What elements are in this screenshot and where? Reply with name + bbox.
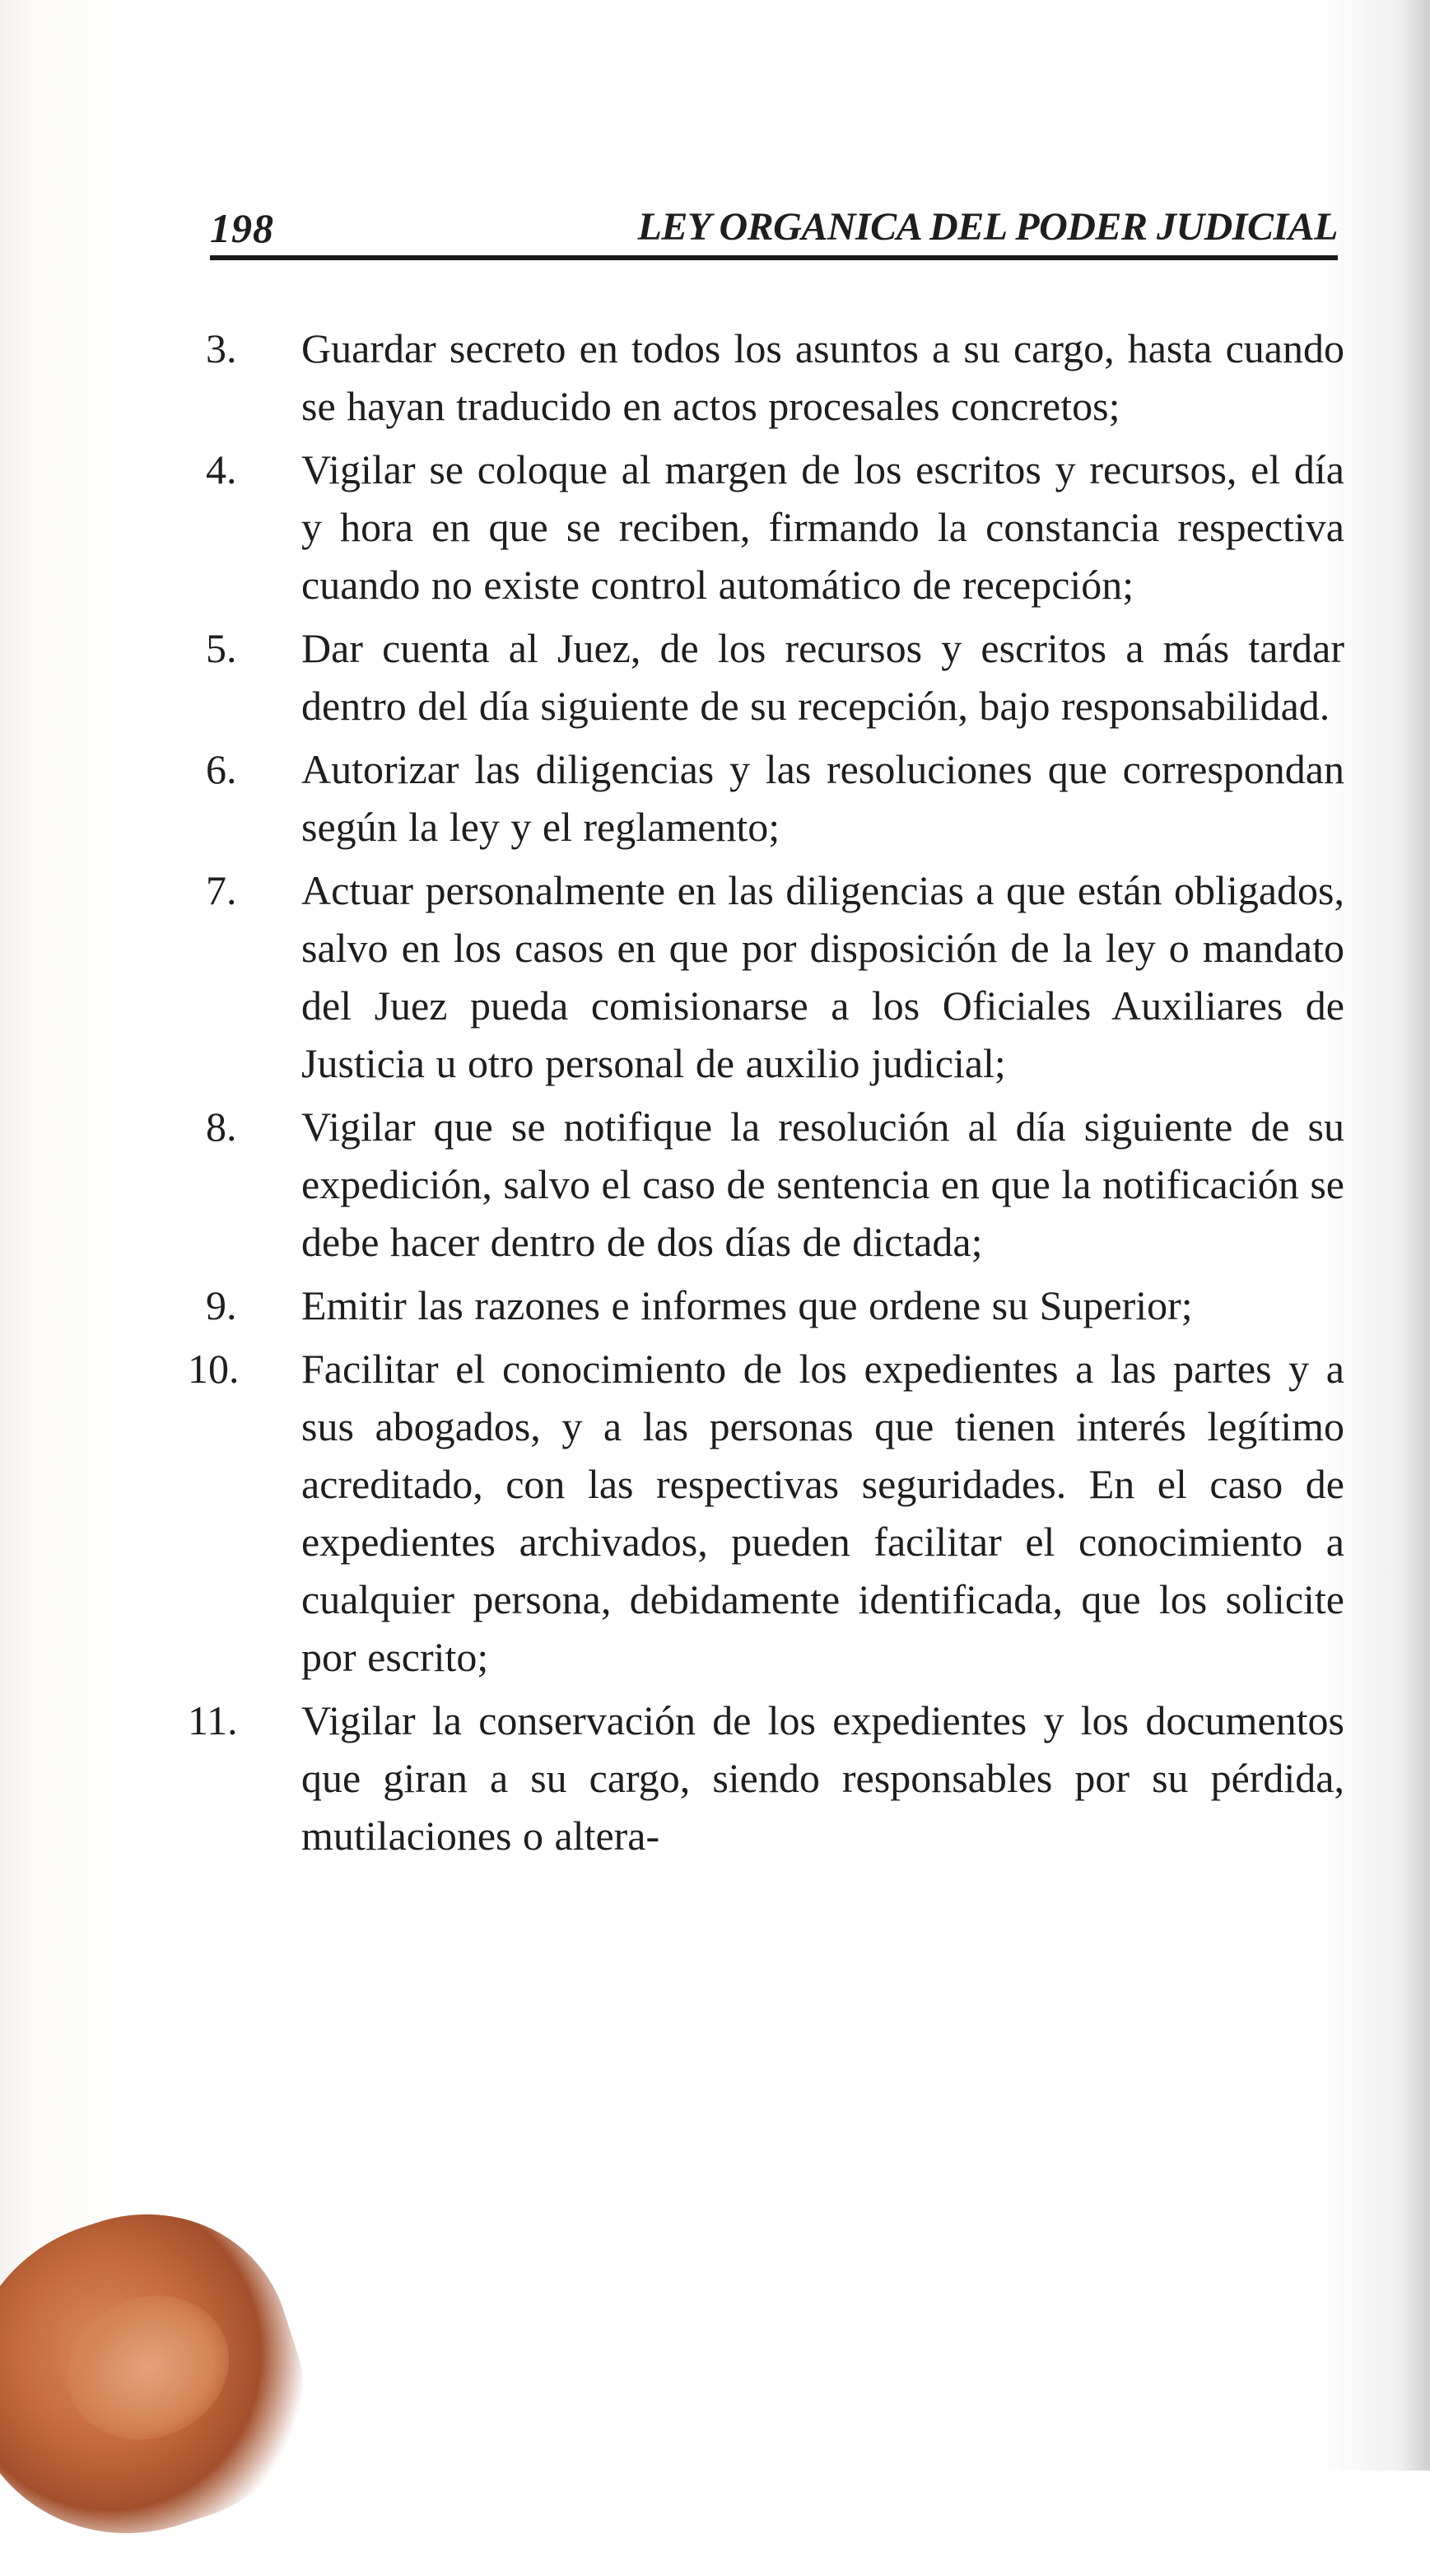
list-item	[196, 320, 1344, 435]
item-text: Dar cuenta al Juez, de los recursos y escritos a más tardar dentro del día siguiente de su recepción, bajo responsabilidad.	[301, 625, 1344, 729]
item-text: Vigilar que se notifique la resolución al día siguiente de su expedición, salvo el caso de sentencia en que la notificación se debe hacer dentro de dos días de dictada;	[301, 1104, 1344, 1265]
item-number: 4.	[206, 446, 237, 492]
item-number: 10.	[188, 1346, 240, 1392]
list-item	[196, 1098, 1344, 1271]
item-text: Guardar secreto en todos los asuntos a su cargo, hasta cuando se hayan traducido en actos procesales concretos;	[301, 325, 1344, 429]
page-number: 198	[210, 205, 274, 251]
list-item	[196, 1276, 1344, 1334]
page-header	[210, 198, 1338, 255]
item-number: 9.	[206, 1282, 237, 1328]
item-text: Vigilar la conservación de los expedientes y los documentos que giran a su cargo, siendo responsables por su pérdida, mutilaciones o altera-	[301, 1697, 1344, 1859]
page-edge-shadow	[1400, 0, 1430, 2471]
list-item	[188, 1692, 1344, 1864]
list-item	[196, 861, 1344, 1092]
item-number: 7.	[206, 867, 237, 913]
item-text: Actuar personalmente en las diligencias a que están obligados, salvo en los casos en que por disposición de la ley o mandato del Juez pueda comisionarse a los Oficiales Auxiliares de Justicia u otro personal de auxilio judicial;	[301, 867, 1344, 1086]
item-number: 5.	[206, 625, 237, 671]
item-text: Facilitar el conocimiento de los expedientes a las partes y a sus abogados, y a las personas que tienen interés legítimo acreditado, con las respectivas seguridades. En el caso de expedientes archivados, pueden facilitar el conocimiento a cualquier persona, debidamente identificada, que los solicite por escrito;	[301, 1346, 1344, 1680]
numbered-list	[188, 320, 1344, 1870]
item-text: Autorizar las diligencias y las resoluciones que correspondan según la ley y el reglamento;	[301, 746, 1344, 850]
running-title: LEY ORGANICA DEL PODER JUDICIAL	[637, 205, 1338, 249]
list-item	[196, 619, 1344, 735]
list-item	[196, 441, 1344, 614]
item-number: 8.	[206, 1104, 237, 1150]
item-text: Vigilar se coloque al margen de los escritos y recursos, el día y hora en que se reciben, firmando la constancia respectiva cuando no existe control automático de recepción;	[301, 446, 1344, 608]
item-number: 11.	[188, 1697, 238, 1743]
item-number: 6.	[206, 746, 237, 792]
item-text: Emitir las razones e informes que ordene su Superior;	[301, 1282, 1193, 1328]
list-item	[196, 740, 1344, 856]
list-item	[188, 1340, 1344, 1686]
item-number: 3.	[206, 325, 237, 371]
header-rule	[210, 255, 1338, 260]
